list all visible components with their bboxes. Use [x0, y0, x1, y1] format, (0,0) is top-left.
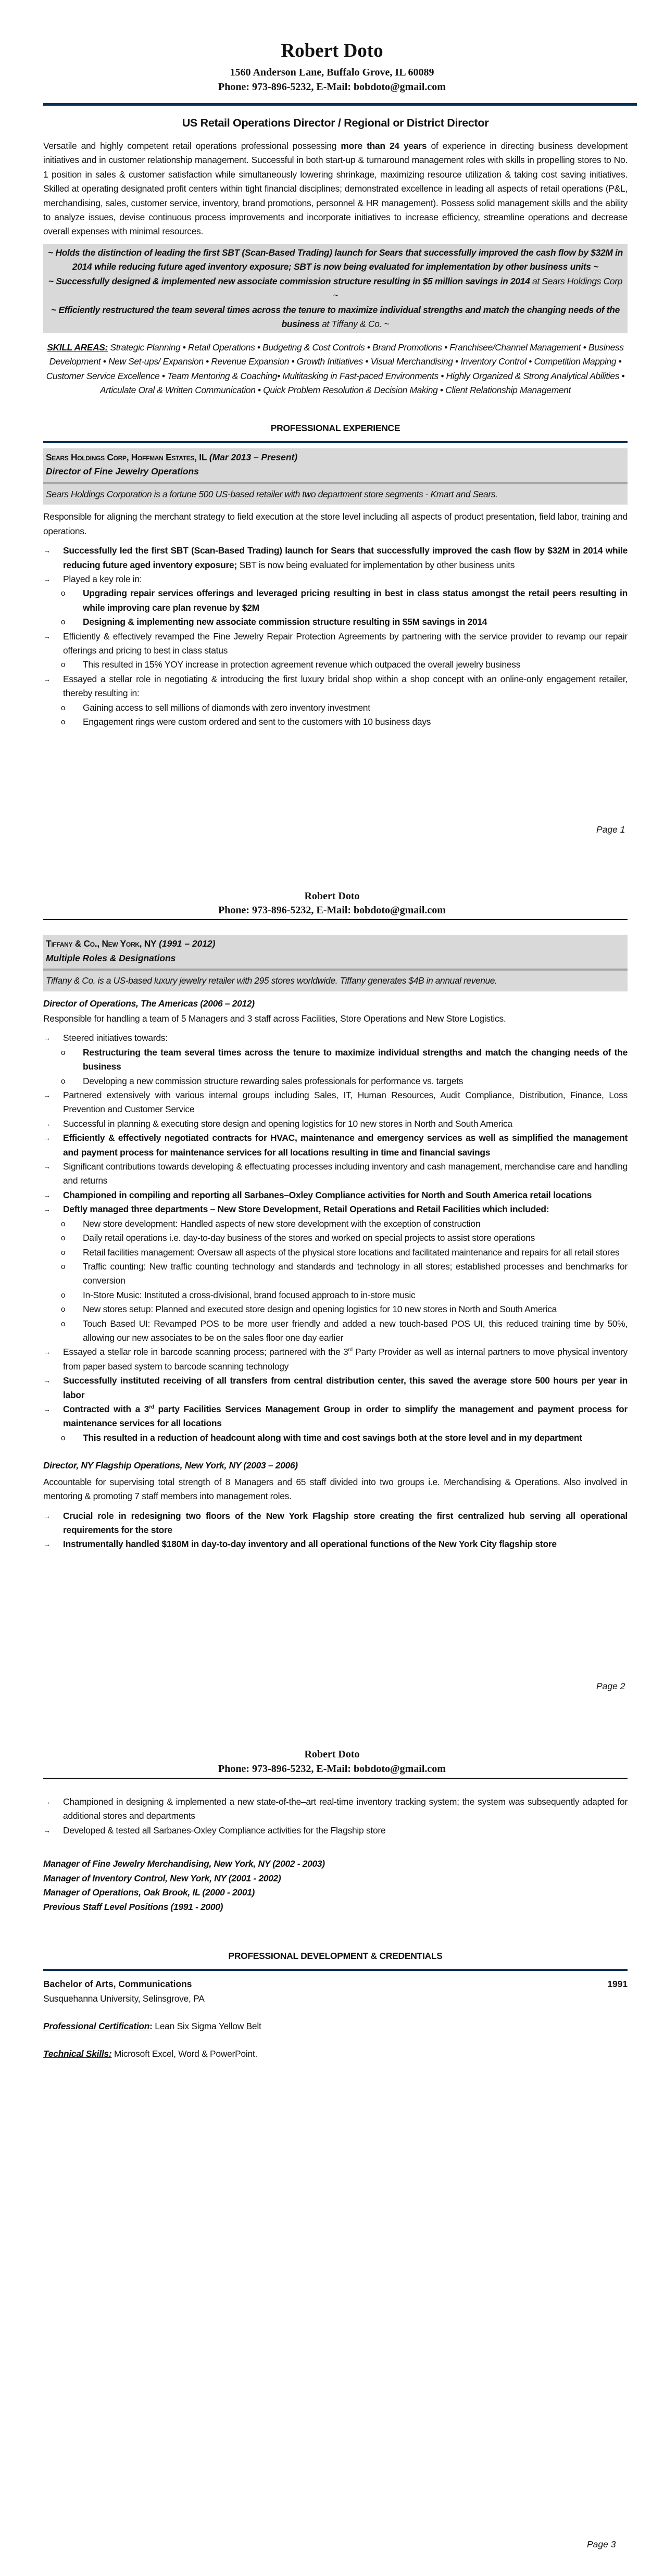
skill-areas-label: SKILL AREAS:	[47, 342, 108, 353]
technical-skills: Technical Skills: Microsoft Excel, Word & PowerPoint.	[43, 2049, 258, 2059]
arrow-bullet-icon: →	[43, 1826, 51, 1834]
list-item: → Championed in designing & implemented a new state-of-the–art real-time inventory tracking system; the system was subsequently adapted for additional stores and departments	[43, 1795, 628, 1824]
arrow-bullet-icon: →	[43, 674, 51, 683]
highlight-item: ~ Holds the distinction of leading the first SBT (Scan-Based Trading) launch for Sears that successfully improved the cash flow by $32M in 2014 while reducing future aged inventory exposure; SBT is now being evaluated for implementation by other business units ~	[48, 247, 623, 272]
circle-bullet-icon: o	[61, 660, 66, 670]
company-header-sears: Sears Holdings Corp, Hoffman Estates, IL (Mar 2013 – Present) Director of Fine Jewelry Operations Sears Holdings Corporation is a fortune 500 US-based retailer with two department store segments - Kmart and Sears.	[43, 448, 628, 505]
role-title: Manager of Inventory Control, New York, NY (2001 - 2002)	[43, 1873, 281, 1883]
page-number: Page 3	[587, 2539, 616, 2549]
running-header-divider	[43, 919, 628, 920]
role-title: Manager of Operations, Oak Brook, IL (2000 - 2001)	[43, 1887, 255, 1898]
achievements-list	[43, 1031, 628, 1445]
running-header-name: Robert Doto	[304, 890, 360, 902]
role-summary: Responsible for aligning the merchant strategy to field execution at the store level including all aspects of product presentation, field labor, training and operations.	[43, 511, 628, 536]
company-name: Tiffany & Co., New York, NY	[46, 938, 157, 949]
sub-list-item: o Developing a new commission structure rewarding sales professionals for performance vs. targets	[43, 1074, 628, 1088]
section-title-development: PROFESSIONAL DEVELOPMENT & CREDENTIALS	[228, 1951, 443, 1962]
circle-bullet-icon: o	[61, 1305, 66, 1314]
circle-bullet-icon: o	[61, 1319, 66, 1328]
list-item: → Significant contributions towards developing & effectuating processes including inventory and cash management, merchandise care and handling and returns	[43, 1160, 628, 1188]
company-description: Sears Holdings Corporation is a fortune 500 US-based retailer with two department store segments - Kmart and Sears.	[46, 488, 498, 499]
circle-bullet-icon: o	[61, 1262, 66, 1271]
arrow-bullet-icon: →	[43, 1376, 51, 1385]
candidate-name: Robert Doto	[281, 40, 383, 61]
sub-list-item: o Touch Based UI: Revamped POS to be more user friendly and added a new touch-based POS UI, this reduced training time by 50%, allowing our new associates to be on the sales floor one day earlier	[43, 1317, 628, 1346]
role-title: Previous Staff Level Positions (1991 - 2000)	[43, 1901, 223, 1912]
arrow-bullet-icon: →	[43, 1798, 51, 1806]
list-item: → Instrumentally handled $180M in day-to-day inventory and all operational functions of the New York City flagship store	[43, 1537, 628, 1551]
arrow-bullet-icon: →	[43, 1134, 51, 1142]
sub-list-item: o New store development: Handled aspects of new store development with the exception of construction	[43, 1217, 628, 1231]
role-summary: Accountable for supervising total strength of 8 Managers and 65 staff divided into two groups i.e. Merchandising & Operations. Also involved in mentoring & promoting 7 staff members into management roles.	[43, 1476, 628, 1502]
arrow-bullet-icon: →	[43, 1540, 51, 1549]
sub-list-item: o Daily retail operations i.e. day-to-day business of the stores and worked on special projects to assist store operations	[43, 1231, 628, 1245]
circle-bullet-icon: o	[61, 1219, 66, 1228]
arrow-bullet-icon: →	[43, 1119, 51, 1128]
summary-paragraph: Versatile and highly competent retail operations professional possessing more than 24 years of experience in directing business development initiatives and in customer relationship management. Successful in both start-up & turnaround management roles with skills in propelling stores to No. 1 position in sales & customer satisfaction while simultaneously lowering shrinkage, maximizing resource utilization & taking cost saving initiatives. Skilled at operating designated profit centers within tight financial disciplines; demonstrated excellence in leading all aspects of retail operations (P&L, merchandising, sales, customer service, inventory, brand promotions, personnel & HR management). Possess solid management skills and the ability to analyze issues, devise continuous process improvements and incorporate initiatives to increase efficiency, streamline operations and decrease overall expenses with minimal resources.	[43, 141, 628, 237]
sub-list-item: o In-Store Music: Instituted a cross-divisional, brand focused approach to in-store music	[43, 1288, 628, 1302]
arrow-bullet-icon: →	[43, 1162, 51, 1171]
list-item: → Efficiently & effectively negotiated contracts for HVAC, maintenance and emergency services as well as simplified the management and payment process for maintenance services for all locations resulting in time and financial savings	[43, 1131, 628, 1160]
list-item: → Essayed a stellar role in negotiating & introducing the first luxury bridal shop within a shop concept with an online-only engagement retailer, thereby resulting in: o Gaining access to sell millions of diamonds with zero inventory investment o Engagement rings were custom ordered and sent to the customers with 10 business days	[43, 672, 628, 730]
list-item: → Crucial role in redesigning two floors of the New York Flagship store creating the first centralized hub serving all operational requirements for the store	[43, 1509, 628, 1538]
job-title: Director of Fine Jewelry Operations	[46, 466, 199, 477]
list-item: → Successfully led the first SBT (Scan-Based Trading) launch for Sears that successfully improved the cash flow by $32M in 2014 while reducing future aged inventory exposure; SBT is now being evaluated for implementation by other business units	[43, 544, 628, 572]
list-item: → Contracted with a 3rd party Facilities Services Management Group in order to simplify the management and payment process for maintenance services for all locations o This resulted in a reduction of headcount along with time and cost savings both at the store level and in my department	[43, 1402, 628, 1445]
company-divider	[43, 482, 628, 484]
page-number: Page 1	[596, 824, 625, 835]
company-header-tiffany: Tiffany & Co., New York, NY (1991 – 2012) Multiple Roles & Designations Tiffany & Co. is a US-based luxury jewelry retailer with 295 stores worldwide. Tiffany generates $4B in annual revenue.	[43, 935, 628, 991]
earlier-roles	[43, 1857, 628, 1914]
circle-bullet-icon: o	[61, 1248, 66, 1257]
sub-list-item: o Retail facilities management: Oversaw all aspects of the physical store locations and facilitated maintenance and repairs for all retail stores	[43, 1246, 628, 1260]
list-item: → Successfully instituted receiving of all transfers from central distribution center, this saved the average store 500 hours per year in labor	[43, 1374, 628, 1402]
sub-list-item: o This resulted in 15% YOY increase in protection agreement revenue which outpaced the overall jewelry business	[43, 658, 628, 672]
circle-bullet-icon: o	[61, 1048, 66, 1057]
list-item: → Successful in planning & executing store design and opening logistics for 10 new stores in North and South America	[43, 1117, 628, 1131]
list-item: → Steered initiatives towards: o Restructuring the team several times across the tenure to maximize individual strengths and match the changing needs of the business o Developing a new commission structure rewarding sales professionals for performance vs. targets	[43, 1031, 628, 1088]
achievements-list	[43, 544, 628, 729]
arrow-bullet-icon: →	[43, 546, 51, 555]
section-divider	[43, 441, 628, 443]
education-row	[43, 1977, 628, 1991]
running-header-name: Robert Doto	[304, 1749, 360, 1760]
certification: Professional Certification: Lean Six Sigma Yellow Belt	[43, 2021, 261, 2032]
sub-list-item: o Gaining access to sell millions of diamonds with zero inventory investment	[43, 701, 628, 715]
section-divider	[43, 1969, 628, 1971]
highlight-item: ~ Efficiently restructured the team several times across the tenure to maximize individual strengths and match the changing needs of the business at Tiffany & Co. ~	[51, 304, 620, 330]
running-header-divider	[43, 1778, 628, 1779]
list-item: → Played a key role in: o Upgrading repair services offerings and leveraged pricing resulting in best in class status amongst the retail peers resulting in while improving care plan revenue by $2M o Designing & implementing new associate commission structure resulting in $5M savings in 2014	[43, 572, 628, 630]
school: Susquehanna University, Selinsgrove, PA	[43, 1993, 205, 2004]
degree: Bachelor of Arts, Communications	[43, 1979, 192, 1990]
company-divider	[43, 969, 628, 971]
objective-title: US Retail Operations Director / Regional or District Director	[182, 117, 489, 129]
list-item: → Partnered extensively with various internal groups including Sales, IT, Human Resources, Audit Compliance, Distribution, Finance, Loss Prevention and Customer Service	[43, 1088, 628, 1117]
arrow-bullet-icon: →	[43, 1205, 51, 1214]
circle-bullet-icon: o	[61, 703, 66, 712]
role-title: Manager of Fine Jewelry Merchandising, New York, NY (2002 - 2003)	[43, 1858, 325, 1869]
section-title-experience: PROFESSIONAL EXPERIENCE	[270, 422, 400, 433]
sub-list-item: o Upgrading repair services offerings and leveraged pricing resulting in best in class status amongst the retail peers resulting in while improving care plan revenue by $2M	[43, 586, 628, 615]
achievements-list	[43, 1509, 628, 1552]
circle-bullet-icon: o	[61, 589, 66, 598]
list-item: → Essayed a stellar role in barcode scanning process; partnered with the 3rd Party Provider as well as internal partners to move physical inventory from paper based system to barcode scanning technology	[43, 1345, 628, 1374]
role-title: Director of Operations, The Americas (2006 – 2012)	[43, 998, 255, 1009]
header-divider	[43, 103, 637, 106]
achievements-list	[43, 1795, 628, 1838]
role-title: Director, NY Flagship Operations, New York, NY (2003 – 2006)	[43, 1460, 298, 1471]
sub-list-item: o Engagement rings were custom ordered and sent to the customers with 10 business days	[43, 715, 628, 729]
list-item: → Deftly managed three departments – New Store Development, Retail Operations and Retail Facilities which included: o New store development: Handled aspects of new store development with the exception of construction o Daily retail operations i.e. day-to-day business of the stores and worked on special projects to assist store operations o Retail facilities management: Oversaw all aspects of the physical store locations and facilitated maintenance and repairs for all retail stores o Traffic counting: New traffic counting technology and standards and technology in all stores; established processes and benchmarks for conversion o In-Store Music: Instituted a cross-divisional, brand focused approach to in-store music o New stores setup: Planned and executed store design and opening logistics for 10 new stores in North and South America o Touch Based UI: Revamped POS to be more user friendly and added a new touch-based POS UI, this reduced training time by 50%, allowing our new associates to be on the sales floor one day earlier	[43, 1202, 628, 1345]
technical-skills-label: Technical Skills:	[43, 2049, 112, 2059]
certification-label: Professional Certification	[43, 2021, 150, 2032]
list-item: → Efficiently & effectively revamped the Fine Jewelry Repair Protection Agreements by partnering with the service provider to revamp our repair offerings and pricing to best in class status o This resulted in 15% YOY increase in protection agreement revenue which outpaced the overall jewelry business	[43, 630, 628, 672]
page-number: Page 2	[596, 1681, 625, 1691]
company-description: Tiffany & Co. is a US-based luxury jewelry retailer with 295 stores worldwide. Tiffany generates $4B in annual revenue.	[46, 975, 497, 986]
sub-list-item: o This resulted in a reduction of headcount along with time and cost savings both at the store level and in my department	[43, 1431, 628, 1445]
arrow-bullet-icon: →	[43, 1091, 51, 1100]
arrow-bullet-icon: →	[43, 1034, 51, 1042]
highlights-box	[43, 244, 628, 333]
skill-areas: SKILL AREAS: Strategic Planning • Retail Operations • Budgeting & Cost Controls • Brand Promotions • Franchisee/Channel Management • Business Development • New Set-ups/ Expansion • Revenue Expansion • Growth Initiatives • Visual Merchandising • Inventory Control • Competition Mapping • Customer Service Excellence • Team Mentoring & Coaching• Multitasking in Fast-paced Environments • Highly Organized & Strong Analytical Abilities • Articulate Oral & Written Communication • Quick Problem Resolution & Decision Making • Client Relationship Management	[46, 342, 625, 396]
arrow-bullet-icon: →	[43, 1404, 51, 1413]
role-summary: Responsible for handling a team of 5 Managers and 3 staff across Facilities, Store Operations and New Store Logistics.	[43, 1013, 506, 1024]
address: 1560 Anderson Lane, Buffalo Grove, IL 60089	[230, 67, 434, 78]
company-name: Sears Holdings Corp, Hoffman Estates, IL	[46, 451, 207, 462]
running-header-contact: Phone: 973-896-5232, E-Mail: bobdoto@gmail.com	[218, 1763, 446, 1775]
job-title: Multiple Roles & Designations	[46, 952, 176, 963]
circle-bullet-icon: o	[61, 1076, 66, 1086]
sub-list-item: o New stores setup: Planned and executed store design and opening logistics for 10 new stores in North and South America	[43, 1302, 628, 1316]
arrow-bullet-icon: →	[43, 632, 51, 640]
circle-bullet-icon: o	[61, 618, 66, 627]
circle-bullet-icon: o	[61, 1290, 66, 1300]
running-header-contact: Phone: 973-896-5232, E-Mail: bobdoto@gmail.com	[218, 904, 446, 916]
sub-list-item: o Restructuring the team several times across the tenure to maximize individual strengths and match the changing needs of the business	[43, 1046, 628, 1074]
circle-bullet-icon: o	[61, 1433, 66, 1442]
circle-bullet-icon: o	[61, 718, 66, 727]
list-item: → Developed & tested all Sarbanes-Oxley Compliance activities for the Flagship store	[43, 1824, 628, 1838]
highlight-item: ~ Successfully designed & implemented new associate commission structure resulting in $5 million savings in 2014 at Sears Holdings Corp ~	[48, 275, 623, 301]
graduation-year: 1991	[607, 1979, 628, 1990]
contact-line: Phone: 973-896-5232, E-Mail: bobdoto@gmail.com	[218, 81, 446, 93]
arrow-bullet-icon: →	[43, 1348, 51, 1356]
arrow-bullet-icon: →	[43, 1511, 51, 1520]
arrow-bullet-icon: →	[43, 574, 51, 583]
sub-list-item: o Designing & implementing new associate commission structure resulting in $5M savings in 2014	[43, 615, 628, 629]
sub-list-item: o Traffic counting: New traffic counting technology and standards and technology in all stores; established processes and benchmarks for conversion	[43, 1260, 628, 1288]
circle-bullet-icon: o	[61, 1234, 66, 1243]
arrow-bullet-icon: →	[43, 1190, 51, 1199]
list-item: → Championed in compiling and reporting all Sarbanes–Oxley Compliance activities for North and South America retail locations	[43, 1188, 628, 1202]
